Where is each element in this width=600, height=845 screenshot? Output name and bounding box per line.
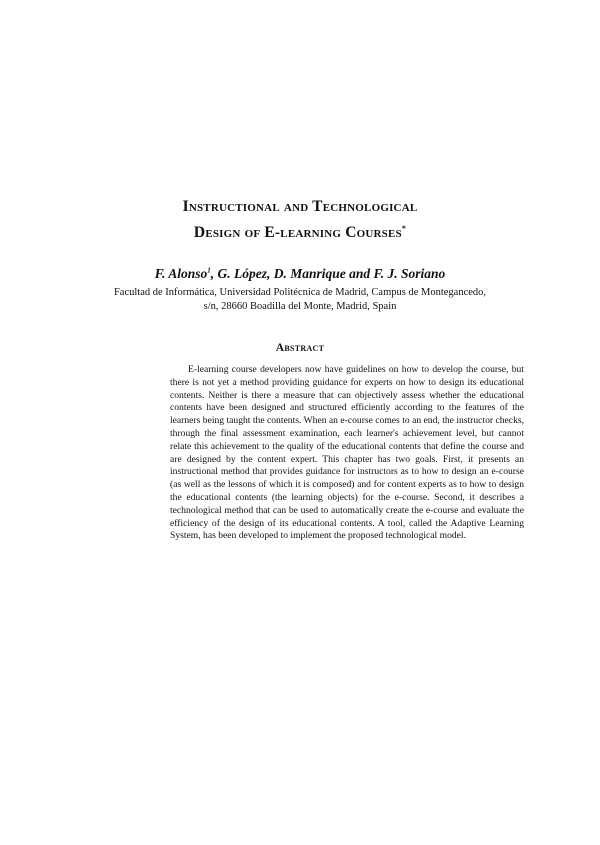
title-footnote-mark: *: [401, 224, 407, 233]
affiliation-line-2: s/n, 28660 Boadilla del Monte, Madrid, Spain: [203, 301, 397, 312]
author-first: F. Alonso: [154, 266, 208, 281]
paper-title-line-1: [0, 196, 600, 218]
affiliation-line-1: Facultad de Informática, Universidad Politécnica de Madrid, Campus de Montegancedo,: [113, 287, 487, 298]
paper-title-line-2: [0, 218, 600, 244]
abstract-body: E-learning course developers now have guidelines on how to develop the course, but there is not yet a method providing guidance for experts on how to design its educational contents. Neither is there a measure that can objectively assess whether the educational contents have been designed and structured efficiently according to the features of the learners being taught the contents. When an e-course comes to an end, the instructor checks, through the final assessment examination, each learner's achievement level, but cannot relate this achievement to the quality of the educational contents that define the course and are designed by the content expert. This chapter has two goals. First, it presents an instructional method that provides guidance for instructors as to how to design an e-course (as well as the lessons of which it is composed) and for content experts as to how to design the educational contents (the learning objects) for the e-course. Second, it describes a technological method that can be used to automatically create the e-course and evaluate the efficiency of the design of its educational contents. A tool, called the Adaptive Learning System, has been developed to implement the proposed technological model.: [170, 364, 524, 542]
author-footnote-mark: 1: [207, 266, 211, 275]
author-rest: , G. López, D. Manrique and F. J. Soriano: [210, 266, 446, 281]
title-line-1-text: Instructional and Technological: [182, 198, 418, 215]
author-list: [0, 266, 600, 282]
abstract-heading: Abstract: [275, 342, 325, 354]
title-line-2-text: Design of E-learning Courses: [193, 224, 402, 242]
